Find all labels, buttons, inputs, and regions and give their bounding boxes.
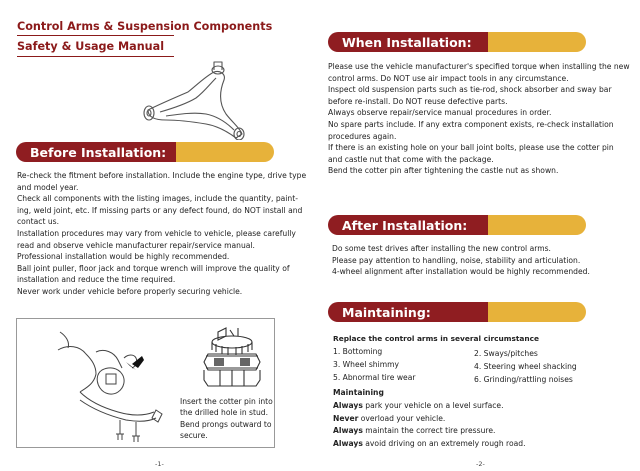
maintaining-subheading: Maintaining [333,388,384,397]
list-item: 5. Abnormal tire wear [333,372,416,382]
figure-caption: Insert the cotter pin into the drilled hole in stud. Bend prongs outward to secure. [180,397,273,441]
page-number-right: -2- [476,460,485,468]
list-item: 4. Steering wheel shacking [474,361,577,371]
tip-item: Always maintain the correct tire pressure. [333,426,496,436]
when-installation-heading: When Installation: [342,34,472,50]
paragraph: If there is an existing hole on your ball joint bolts, please use the cotter pin and castle nut that come with the package. [328,143,614,164]
control-arm-illustration [140,58,250,140]
title-rule [17,35,174,36]
paragraph: Installation procedures may vary from vehicle to vehicle, please carefully read and observe vehicle manufacturer repair/service manual. [17,228,296,250]
paragraph: Do some test drives after installing the new control arms. [332,244,551,253]
paragraph: Please use the vehicle manufacturer's specified torque when installing the new control arms. Do NOT use air impact tools in any circumstance. [328,62,630,83]
list-item: 2. Sways/pitches [474,349,538,358]
maintaining-heading: Maintaining: [342,304,431,320]
tip-item: Always avoid driving on an extremely rough road. [333,438,526,448]
paragraph: Bend the cotter pin after tightening the castle nut as shown. [328,166,559,176]
after-installation-heading: After Installation: [342,217,468,233]
paragraph: No spare parts include. If any extra component exists, re-check installation procedures again. [328,119,614,141]
list-item: 6. Grinding/rattling noises [474,374,573,384]
document-title: Control Arms & Suspension Components [17,20,273,33]
paragraph: Check all components with the listing images, include the quantity, paint- ing, weld joint, etc. If missing parts or any defect found, do NOT install and contact us. [17,194,303,227]
paragraph: Re-check the fitment before installation. Include the engine type, drive type and model year. [17,171,307,192]
when-installation-banner [328,32,586,52]
subtitle-rule [17,56,174,57]
tip-item: Never overload your vehicle. [333,413,446,423]
paragraph: Please pay attention to handling, noise, stability and articulation. [332,255,581,265]
paragraph: Always observe repair/service manual procedures in order. [328,108,552,118]
after-installation-text [332,243,630,278]
replace-list-col2 [474,348,577,386]
paragraph: Inspect old suspension parts such as tie-rod, shock absorber and sway bar before re-install. Do NOT reuse defective parts. [328,85,612,106]
document-subtitle: Safety & Usage Manual [17,40,165,53]
tip-item: Always park your vehicle on a level surface. [333,401,504,410]
before-installation-heading: Before Installation: [30,144,167,160]
paragraph: Professional installation would be highly recommended. [17,252,230,262]
paragraph: Never work under vehicle before properly securing vehicle. [17,286,243,296]
castle-nut-illustration [200,326,266,394]
maintenance-tips [333,400,526,450]
page-number: -1- [155,460,164,468]
when-installation-text [328,61,630,177]
list-item: 3. Wheel shimmy [333,359,400,369]
paragraph: 4-wheel alignment after installation would be highly recommended. [332,267,590,277]
list-item: 1. Bottoming [333,347,383,356]
paragraph: Ball joint puller, floor jack and torque wrench will improve the quality of installation and reduce the time required. [17,263,290,285]
maintaining-banner [328,302,586,322]
before-installation-text [17,170,307,298]
replace-list-col1 [333,346,415,384]
before-installation-banner [16,142,274,162]
ball-joint-illustration [40,322,170,444]
replace-heading: Replace the control arms in several circumstance [333,334,540,343]
after-installation-banner [328,215,586,235]
